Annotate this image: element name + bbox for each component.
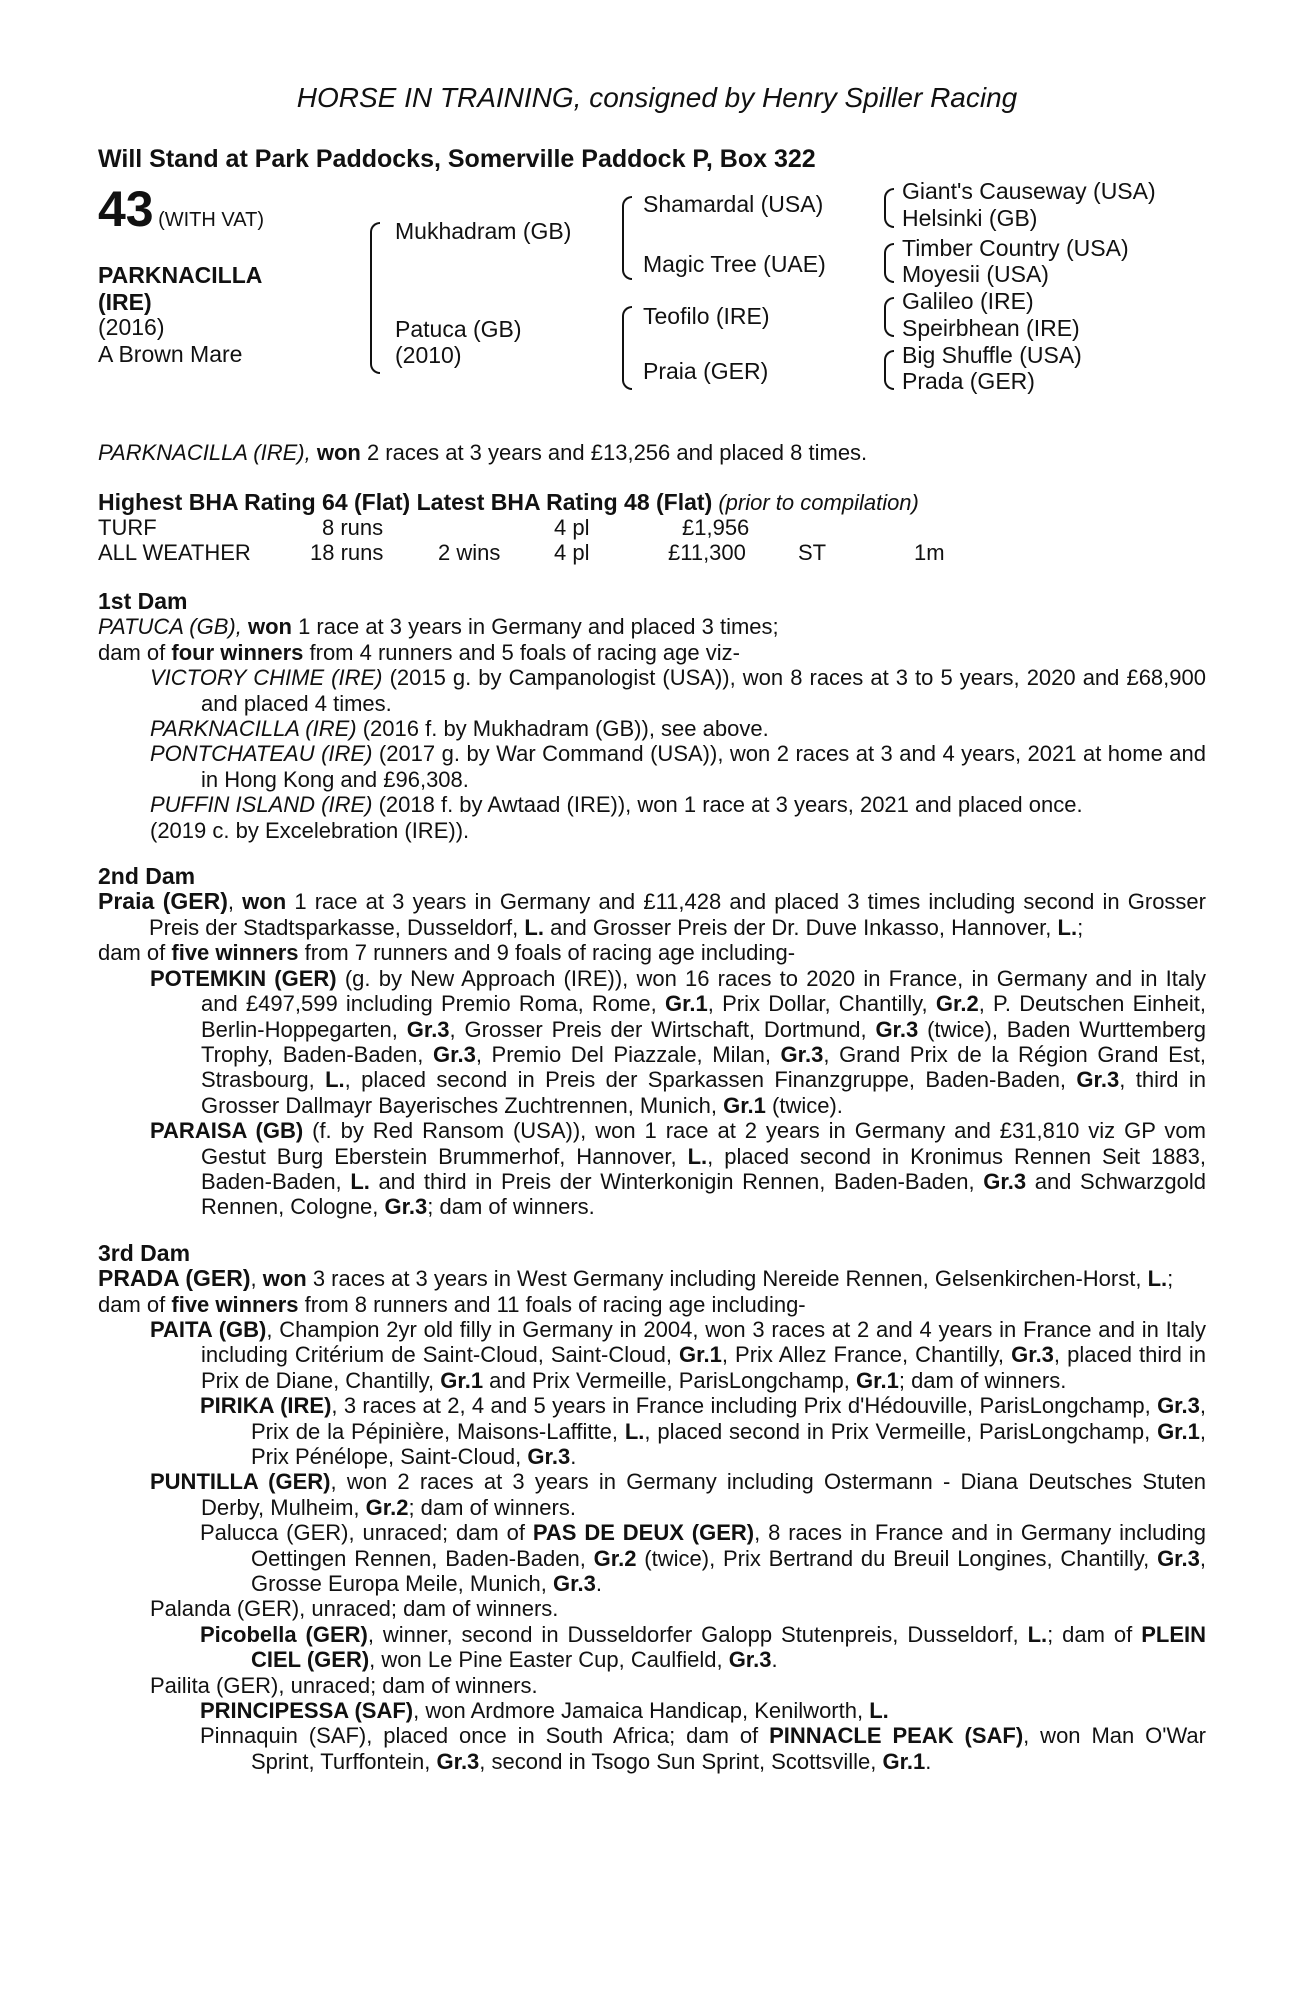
- first-dam-produce-summary: dam of four winners from 4 runners and 5 foals of racing age viz-: [98, 639, 740, 665]
- pedigree-brace: [622, 306, 632, 390]
- stats-earnings: £1,956: [682, 515, 750, 540]
- produce-entry: Pailita (GER), unraced; dam of winners.: [150, 1672, 538, 1698]
- pedigree-dam: Patuca (GB): [395, 316, 522, 342]
- lot-number: [98, 180, 264, 238]
- horse-description: A Brown Mare: [98, 341, 243, 367]
- pedigree-sds: Timber Country (USA): [902, 235, 1129, 261]
- stats-runs: 18 runs: [310, 540, 384, 565]
- produce-entry: PONTCHATEAU (IRE) (2017 g. by War Command (USA)), won 2 races at 3 and 4 years, 2021 at home and in Hong Kong and £96,308.: [150, 741, 1206, 792]
- third-dam-produce-summary: dam of five winners from 8 runners and 11 foals of racing age including-: [98, 1291, 806, 1317]
- race-summary: [98, 440, 1206, 465]
- second-dam-produce-summary: dam of five winners from 7 runners and 9 foals of racing age including-: [98, 940, 796, 966]
- stats-wins: 2 wins: [438, 540, 501, 565]
- stats-placed: 4 pl: [554, 515, 590, 540]
- produce-entry: PARAISA (GB) (f. by Red Ransom (USA)), won 1 race at 2 years in Germany and £31,810 viz GP vom Gestut Burg Eberstein Brummerhof, Hannover, L., placed second in Kronimus Rennen Seit 1883, Baden-Baden, L. and third in Preis der Winterkonigin Rennen, Baden-Baden, Gr.3 and Schwarzgold Rennen, Cologne, Gr.3; dam of winners.: [150, 1118, 1207, 1220]
- produce-entry: Palanda (GER), unraced; dam of winners.: [150, 1596, 559, 1622]
- rating-note: (prior to compilation): [718, 490, 919, 515]
- summary-horse-name: PARKNACILLA (IRE),: [98, 440, 311, 465]
- pedigree-brace: [884, 350, 894, 390]
- first-dam-record: PATUCA (GB), won 1 race at 3 years in Germany and placed 3 times;: [98, 614, 779, 640]
- race-stats-table: [98, 515, 998, 565]
- pedigree-dds: Big Shuffle (USA): [902, 342, 1082, 368]
- pedigree-dam-sire: Teofilo (IRE): [643, 303, 770, 329]
- produce-entry: VICTORY CHIME (IRE) (2015 g. by Campanologist (USA)), won 8 races at 3 to 5 years, 2020 and £68,900 and placed 4 times.: [150, 665, 1206, 716]
- produce-entry: (2019 c. by Excelebration (IRE)).: [150, 817, 470, 843]
- pedigree-brace: [884, 297, 894, 337]
- pedigree-ssd: Helsinki (GB): [902, 205, 1038, 231]
- summary-won: won: [316, 440, 361, 465]
- third-dam-heading: 3rd Dam: [98, 1239, 191, 1266]
- bha-rating: Highest BHA Rating 64 (Flat) Latest BHA Rating 48 (Flat): [98, 489, 713, 515]
- pedigree-ddd: Prada (GER): [902, 368, 1035, 394]
- second-dam-heading: 2nd Dam: [98, 863, 196, 890]
- stats-label: TURF: [98, 515, 157, 540]
- stats-placed: 4 pl: [554, 540, 590, 565]
- stabling-location: Will Stand at Park Paddocks, Somerville Paddock P, Box 322: [98, 145, 816, 173]
- pedigree-sdd: Moyesii (USA): [902, 261, 1049, 287]
- stats-row-all-weather: [98, 540, 998, 565]
- summary-text: 2 races at 3 years and £13,256 and placed 8 times.: [360, 440, 868, 465]
- horse-year: (2016): [98, 314, 165, 340]
- produce-entry: Picobella (GER), winner, second in Dusseldorfer Galopp Stutenpreis, Dusseldorf, L.; dam of PLEIN CIEL (GER), won Le Pine Easter Cup, Caulfield, Gr.3.: [200, 1621, 1206, 1673]
- pedigree-brace: [884, 188, 894, 228]
- produce-entry: PUFFIN ISLAND (IRE) (2018 f. by Awtaad (IRE)), won 1 race at 3 years, 2021 and placed once.: [150, 792, 1083, 818]
- pedigree-brace: [884, 243, 894, 283]
- pedigree-brace: [370, 222, 380, 374]
- stats-runs: 8 runs: [322, 515, 384, 540]
- horse-name: PARKNACILLA: [98, 262, 263, 288]
- produce-entry: PRINCIPESSA (SAF), won Ardmore Jamaica Handicap, Kenilworth, L.: [200, 1698, 889, 1724]
- produce-entry: PARKNACILLA (IRE) (2016 f. by Mukhadram (GB)), see above.: [150, 716, 769, 742]
- vat-note: (WITH VAT): [158, 209, 264, 231]
- produce-entry: PUNTILLA (GER), won 2 races at 3 years in Germany including Ostermann - Diana Deutsches Stuten Derby, Mulheim, Gr.2; dam of winners.: [150, 1469, 1207, 1520]
- pedigree-sire-sire: Shamardal (USA): [643, 191, 824, 217]
- pedigree-dam-year: (2010): [395, 342, 462, 368]
- horse-name-suffix: (IRE): [98, 289, 152, 315]
- pedigree-sire-dam: Magic Tree (UAE): [643, 251, 826, 277]
- rating-line: [98, 490, 1206, 515]
- produce-entry: PIRIKA (IRE), 3 races at 2, 4 and 5 years in France including Prix d'Hédouville, ParisLongchamp, Gr.3, Prix de la Pépinière, Maisons-Laffitte, L., placed second in Prix Vermeille, ParisLongchamp, Gr.1, Prix Pénélope, Saint-Cloud, Gr.3.: [200, 1393, 1206, 1469]
- first-dam-heading: 1st Dam: [98, 588, 188, 614]
- dam-sections: [98, 589, 1206, 1774]
- pedigree-sss: Giant's Causeway (USA): [902, 178, 1156, 204]
- produce-entry: POTEMKIN (GER) (g. by New Approach (IRE)), won 16 races to 2020 in France, in Germany and in Italy and £497,599 including Premio Roma, Rome, Gr.1, Prix Dollar, Chantilly, Gr.2, P. Deutschen Einheit, Berlin-Hoppegarten, Gr.3, Grosser Preis der Wirtschaft, Dortmund, Gr.3 (twice), Baden Wurttemberg Trophy, Baden-Baden, Gr.3, Premio Del Piazzale, Milan, Gr.3, Grand Prix de la Région Grand Est, Strasbourg, L., placed second in Preis der Sparkassen Finanzgruppe, Baden-Baden, Gr.3, third in Grosser Dallmayr Bayerisches Zuchtrennen, Munich, Gr.1 (twice).: [150, 965, 1207, 1118]
- catalogue-header: HORSE IN TRAINING, consigned by Henry Spiller Racing: [296, 82, 1018, 113]
- stats-surface: ST: [798, 540, 827, 565]
- pedigree-sire: Mukhadram (GB): [395, 218, 572, 244]
- pedigree-dss: Galileo (IRE): [902, 288, 1034, 314]
- stats-distance: 1m: [914, 540, 945, 565]
- stats-earnings: £11,300: [668, 540, 746, 565]
- pedigree-dsd: Speirbhean (IRE): [902, 315, 1080, 341]
- second-dam-record: Praia (GER), won 1 race at 3 years in Germany and £11,428 and placed 3 times including second in Grosser Preis der Stadtsparkasse, Dusseldorf, L. and Grosser Preis der Dr. Duve Inkasso, Hannover, L.;: [98, 888, 1206, 940]
- pedigree-dam-dam: Praia (GER): [643, 358, 769, 384]
- stats-label: ALL WEATHER: [98, 540, 251, 565]
- produce-entry: Pinnaquin (SAF), placed once in South Africa; dam of PINNACLE PEAK (SAF), won Man O'War Sprint, Turffontein, Gr.3, second in Tsogo Sun Sprint, Scottsville, Gr.1.: [200, 1723, 1206, 1774]
- stats-row-turf: [98, 515, 998, 540]
- third-dam-record: PRADA (GER), won 3 races at 3 years in West Germany including Nereide Rennen, Gelsenkirchen-Horst, L.;: [98, 1265, 1174, 1292]
- produce-entry: PAITA (GB), Champion 2yr old filly in Germany in 2004, won 3 races at 2 and 4 years in France and in Italy including Critérium de Saint-Cloud, Saint-Cloud, Gr.1, Prix Allez France, Chantilly, Gr.3, placed third in Prix de Diane, Chantilly, Gr.1 and Prix Vermeille, ParisLongchamp, Gr.1; dam of winners.: [150, 1316, 1207, 1393]
- lot-number-value: 43: [98, 181, 154, 237]
- pedigree-brace: [622, 196, 632, 280]
- produce-entry: Palucca (GER), unraced; dam of PAS DE DEUX (GER), 8 races in France and in Germany including Oettingen Rennen, Baden-Baden, Gr.2 (twice), Prix Bertrand du Breuil Longines, Chantilly, Gr.3, Grosse Europa Meile, Munich, Gr.3.: [200, 1520, 1207, 1597]
